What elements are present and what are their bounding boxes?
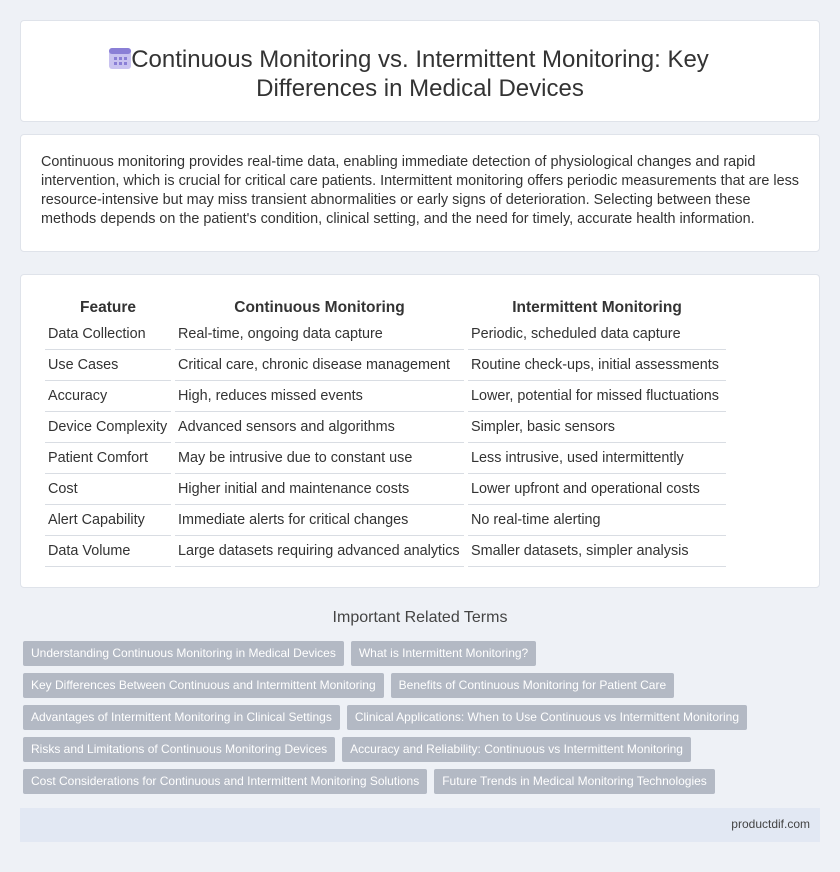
column-header-continuous: Continuous Monitoring [234,299,405,316]
related-term-link[interactable]: Key Differences Between Continuous and Intermittent Monitoring [23,673,384,698]
table-cell: Smaller datasets, simpler analysis [468,536,726,567]
table-cell: No real-time alerting [468,505,726,536]
table-cell: Simpler, basic sensors [468,412,726,443]
related-term-link[interactable]: What is Intermittent Monitoring? [351,641,536,666]
table-cell: Cost [45,474,171,505]
table-cell: Advanced sensors and algorithms [175,412,464,443]
table-cell: Use Cases [45,350,171,381]
related-term-link[interactable]: Future Trends in Medical Monitoring Technologies [434,769,715,794]
table-row [45,412,726,443]
related-term-link[interactable]: Understanding Continuous Monitoring in Medical Devices [23,641,344,666]
tag-row [23,673,803,698]
table-row [45,381,726,412]
tag-row [23,769,803,794]
table-row [45,443,726,474]
table-cell: Critical care, chronic disease management [175,350,464,381]
comparison-table [41,295,730,567]
table-cell: Lower, potential for missed fluctuations [468,381,726,412]
table-row [45,319,726,350]
table-row [45,536,726,567]
related-term-link[interactable]: Risks and Limitations of Continuous Monitoring Devices [23,737,335,762]
table-cell: Lower upfront and operational costs [468,474,726,505]
tag-row [23,737,803,762]
related-term-link[interactable]: Cost Considerations for Continuous and Intermittent Monitoring Solutions [23,769,427,794]
tag-row [23,705,803,730]
intro-paragraph: Continuous monitoring provides real-time data, enabling immediate detection of physiological changes and rapid intervention, which is crucial for critical care patients. Intermittent monitoring offers periodic measurements that are less resource-intensive but may miss transient abnormalities or early signs of deterioration. Selecting between these methods depends on the patient's condition, clinical setting, and the need for timely, accurate health information. [41,154,799,227]
related-term-link[interactable]: Clinical Applications: When to Use Continuous vs Intermittent Monitoring [347,705,747,730]
table-header-row [45,295,726,319]
footer [20,808,820,842]
table-row [45,350,726,381]
site-name[interactable]: productdif.com [731,817,810,831]
table-row [45,505,726,536]
table-cell: Periodic, scheduled data capture [468,319,726,350]
table-row [45,474,726,505]
related-terms-heading: Important Related Terms [332,609,508,626]
table-cell: Data Collection [45,319,171,350]
related-term-link[interactable]: Benefits of Continuous Monitoring for Patient Care [391,673,674,698]
intro-card [20,134,820,252]
table-cell: High, reduces missed events [175,381,464,412]
table-cell: Real-time, ongoing data capture [175,319,464,350]
table-cell: Patient Comfort [45,443,171,474]
related-terms-list [23,641,803,801]
table-cell: Immediate alerts for critical changes [175,505,464,536]
table-cell: Device Complexity [45,412,171,443]
comparison-card [20,274,820,588]
table-cell: Alert Capability [45,505,171,536]
table-cell: Higher initial and maintenance costs [175,474,464,505]
table-cell: Large datasets requiring advanced analytics [175,536,464,567]
tag-row [23,641,803,666]
table-cell: Accuracy [45,381,171,412]
related-term-link[interactable]: Advantages of Intermittent Monitoring in Clinical Settings [23,705,340,730]
page-title: Continuous Monitoring vs. Intermittent Monitoring: Key Differences in Medical Devices [131,46,709,102]
related-term-link[interactable]: Accuracy and Reliability: Continuous vs Intermittent Monitoring [342,737,691,762]
column-header-intermittent: Intermittent Monitoring [512,299,682,316]
table-cell: Routine check-ups, initial assessments [468,350,726,381]
table-cell: Data Volume [45,536,171,567]
table-cell: Less intrusive, used intermittently [468,443,726,474]
table-cell: May be intrusive due to constant use [175,443,464,474]
header-card [20,20,820,122]
column-header-feature: Feature [80,299,136,316]
